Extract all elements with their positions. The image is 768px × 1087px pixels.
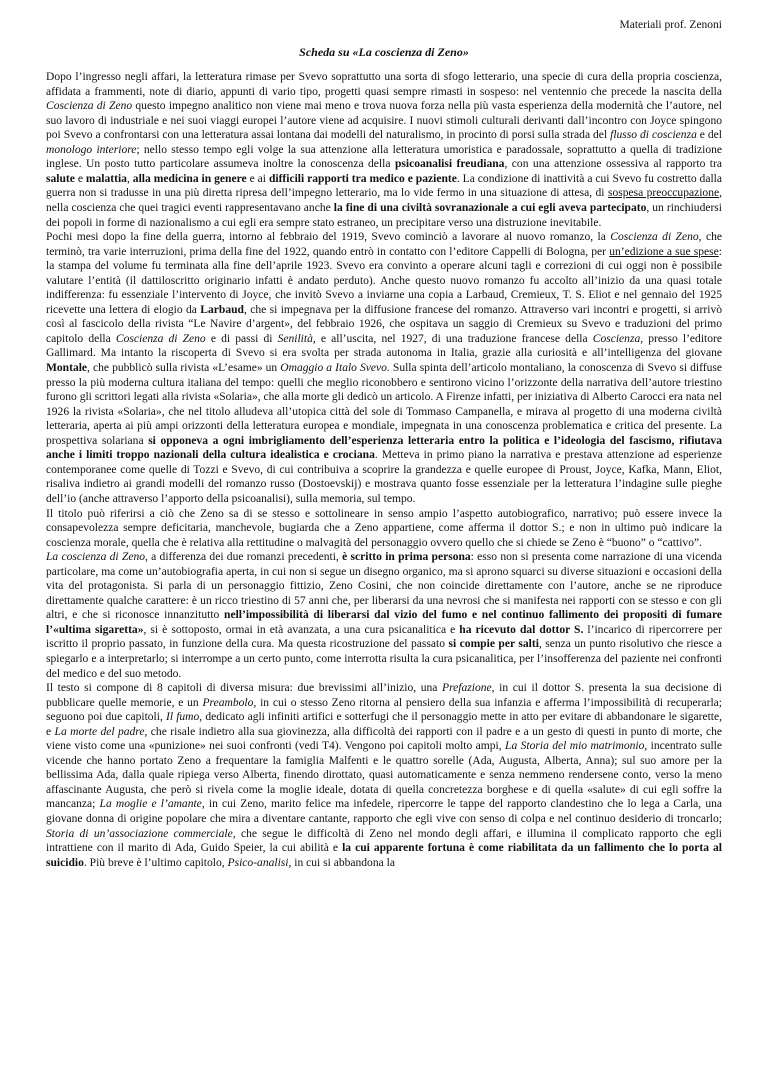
italic-text: Omaggio a Italo Svevo. bbox=[280, 362, 390, 375]
text-run: : la stampa del volume fu terminata alla fine dell’aprile 1923. Svevo era convinto a operare alcuni tagli e correzioni di cui oggi non è possibile valutare l’entità (il dattiloscritto originario infatti è andato perduto). Anche questo nuovo romanzo fu accolto all’inizio da una quasi totale indifferenza: fu essenziale l’intervento di Joyce, che invitò Svevo a inviarne una copia a Larbaud, Cremieux, T. S. Eliot e nel gennaio del 1925 ricevette una lettera di elogio da bbox=[46, 245, 722, 316]
bold-text: psicoanalisi freudiana bbox=[394, 158, 505, 171]
bold-text: nell’impossibilità di liberarsi dal vizio del fumo e nel continuo fallimento dei propositi di fumare l’«ultima sigaretta» bbox=[46, 609, 722, 636]
paragraph bbox=[46, 507, 722, 551]
bold-text: malattia bbox=[85, 172, 127, 185]
text-run: , con una attenzione ossessiva al rapporto tra bbox=[504, 158, 722, 171]
bold-text: salute bbox=[46, 172, 75, 185]
text-run: , in cui Zeno, marito felice ma infedele, ripercorre le tappe del rapporto clandestino che lo lega a Carla, una giovane donna di origine popolare che mira a diventare cantante, rapporto che egli vive con senso di colpa e nel continuo desiderio di troncarlo; bbox=[46, 798, 723, 825]
text-run: , senza un punto risolutivo che riesce a spiegarlo e a interpretarlo; si interrompe a un certo punto, come interrotta risulta la cura psicanalitica, per l’insofferenza del paziente nei confronti del medico e del suo metodo. bbox=[46, 638, 722, 680]
italic-text: Coscienza di Zeno bbox=[46, 100, 133, 113]
header-note: Materiali prof. Zenoni bbox=[619, 19, 722, 31]
bold-text: alla medicina in genere bbox=[132, 172, 247, 185]
text-run: , che segue le difficoltà di Zeno nel mondo degli affari, e illumina il complicato rapporto che egli intrattiene con il marito di Ada, Guido Speier, la cui abilità e bbox=[46, 827, 723, 855]
text-run: Il testo si compone di 8 capitoli di diversa misura: due brevissimi all’inizio, una bbox=[46, 682, 443, 695]
text-run: . Più breve è l’ultimo capitolo, bbox=[83, 856, 228, 869]
italic-text: Senilità bbox=[277, 332, 313, 345]
bold-text: difficili rapporti tra medico e paziente bbox=[268, 172, 457, 185]
italic-text: Coscienza di Zeno bbox=[115, 332, 206, 345]
text-run: Sulla spinta dell’articolo montaliano, la conoscenza di Svevo si diffuse presso la più moderna cultura italiana del tempo: quelli che meglio riconobbero e sentirono vicino l’orizzonte della narrativa dell’autore triestino furono gli scrittori legati alla rivista «Solaria», che alla morte gli dedicò un articolo. A Firenze infatti, per iniziativa di Alberto Carocci era nata nel 1926 la rivista «Solaria», che nel titolo alludeva all’utopica città del sole di Tommaso Campanella, e mirava al progetto di una moderna civiltà letteraria, aperta ai più ampi orizzonti della letteratura europea e mondiale, impegnata in una conoscenza problematica e critica del presente. La prospettiva solariana bbox=[46, 362, 722, 447]
underlined-text: sospesa preoccupazione bbox=[607, 187, 720, 200]
document-title: Scheda su «La coscienza di Zeno» bbox=[299, 44, 469, 59]
text-run: Dopo l’ingresso negli affari, la letteratura rimase per Svevo soprattutto una sorta di sfogo letterario, una specie di cura della propria coscienza, affidata a frammenti, note di diario, appunti di vario tipo, progetti quasi sempre rimasti in sospeso: nel ventennio che precede la nascita della bbox=[46, 71, 722, 98]
text-run: questo impegno analitico non viene mai meno e trova nuova forza nella più vasta esperienza della modernità che l’autore, nel suo lavoro di industriale e nei suoi viaggi europei l’autore viene ad acquisire. I nuovi stimoli culturali derivanti dall’incontro con Joyce spingono poi Svevo a confrontarsi con una letteratura assai lontana dai modelli del naturalismo, in procinto di porsi sulla strada del bbox=[46, 100, 722, 142]
text-run: e di passi di bbox=[205, 332, 278, 345]
text-run: e del bbox=[696, 129, 722, 142]
text-run: , che risale indietro alla sua giovinezza, alla difficoltà dei rapporti con il padre e a un gesto di questi in punto di morte, che viene visto come una «punizione» nei suoi confronti (vedi T4). Vengono poi capitoli molto ampi, bbox=[46, 725, 722, 753]
text-run: , bbox=[126, 172, 133, 185]
bold-text: la fine di una civiltà sovranazionale a cui egli aveva partecipato bbox=[333, 202, 647, 215]
text-run: , si è sottoposto, ormai in età avanzata, a una cura psicanalitica e bbox=[143, 623, 460, 636]
text-run: , in cui o stesso Zeno ritorna al pensiero della sua infanzia e afferma l’impossibilità di recuperarla; seguono poi due capitoli, bbox=[46, 696, 722, 724]
text-run: , nella coscienza che quei tragici eventi rappresentavano anche bbox=[46, 187, 722, 215]
italic-text: Coscienza bbox=[592, 332, 641, 345]
italic-text: monologo interiore bbox=[46, 143, 137, 156]
italic-text: Psico-analisi bbox=[227, 856, 289, 869]
paragraph bbox=[46, 681, 722, 870]
text-run: . Metteva in primo piano la narrativa e prestava attenzione ad esperienze contemporanee come quelle di Tozzi e Svevo, di cui contribuiva a scoprire la grandezza e quelle europee di Proust, Joyce, Kafka, Mann, Eliot, risaliva indietro ai grandi modelli del romanzo russo (Dostoevskij) e mostrava quanto fosse essenziale per la letteratura l’indagine sulle pieghe dell’io (anche attraverso l’apporto della psicoanalisi), sulla memoria, sul tempo. bbox=[46, 449, 722, 505]
italic-text: La coscienza di Zeno bbox=[46, 551, 145, 564]
text-run: , presso l’editore Gallimard. Ma intanto la riscoperta di Svevo si era svolta per strada autonoma in Italia, grazie alla curiosità e all’intelligenza del giovane bbox=[46, 332, 722, 360]
bold-text: si compie per salti bbox=[448, 638, 539, 651]
text-run: , in cui si abbandona la bbox=[288, 856, 395, 869]
bold-text: si opponeva a ogni imbrigliamento dell’esperienza letteraria entro la politica e l’ideologia del fascismo, rifiutava anche i limiti troppo nazionali della cultura idealistica e crociana bbox=[46, 434, 722, 462]
text-run: , e all’uscita, nel 1927, di una traduzione francese della bbox=[312, 332, 593, 345]
bold-text: Larbaud bbox=[200, 303, 244, 316]
underlined-text: un’edizione a sue spese bbox=[609, 245, 719, 258]
paragraph bbox=[46, 70, 722, 230]
bold-text: è scritto in prima persona bbox=[342, 551, 471, 564]
text-run: l’incarico di ripercorrere per iscritto il proprio passato, in funzione della cura. Ma questa ricostruzione del passato bbox=[46, 623, 722, 651]
text-run: ; nello stesso tempo egli volge la sua attenzione alla letteratura umoristica e paradossale, soprattutto a quella di tradizione inglese. Un posto tutto particolare assumeva inoltre la conoscenza della bbox=[46, 143, 722, 171]
bold-text: la cui apparente fortuna è come riabilitata da un fallimento che lo porta al suicidio bbox=[46, 842, 722, 869]
text-run: , che pubblicò sulla rivista «L’esame» un bbox=[87, 362, 281, 375]
text-run: , dedicato agli infiniti artifici e sotterfugi che il personaggio mette in atto per evitare di abbandonare le sigarette, e bbox=[46, 711, 722, 738]
bold-text: ha ricevuto dal dottor S. bbox=[459, 623, 584, 636]
italic-text: La Storia del mio matrimonio bbox=[505, 740, 645, 753]
text-run: . La condizione di inattività a cui Svevo fu costretto dalla guerra non si tradusse in una più diretta ripresa dell’impegno letterario, ma lo vide fermo in una situazione di attesa, di bbox=[46, 172, 722, 200]
text-run: , un rinchiudersi dei popoli in forme di nazionalismo a cui egli era sempre stato estraneo, un precipitare verso una distruzione inevitabile. bbox=[46, 202, 723, 229]
text-run: , a differenza dei due romanzi precedenti, bbox=[145, 551, 343, 564]
italic-text: Il fumo bbox=[166, 711, 200, 724]
italic-text: flusso di coscienza bbox=[610, 129, 697, 142]
text-run: , che terminò, tra varie interruzioni, prima della fine del 1922, quando entrò in contatto con l’editore Cappelli di Bologna, per bbox=[46, 231, 722, 258]
italic-text: Coscienza di Zeno bbox=[610, 231, 699, 244]
document-body bbox=[46, 70, 722, 870]
paragraph bbox=[46, 230, 722, 506]
text-run: , in cui il dottor S. presenta la sua decisione di pubblicare quelle memorie, e un bbox=[46, 682, 722, 709]
text-run: : esso non si presenta come narrazione di una vicenda particolare, ma come un’autobiografia aperta, in cui non si segue un disegno organico, ma si aprono squarci su diverse situazioni e occasioni della vita del protagonista. Si parla di un personaggio fittizio, Zeno Cosini, che non coincide direttamente con l’autore, anche se ne riproduce direttamente qualche carattere: è un ricco triestino di 57 anni che, per liberarsi da una nevrosi che si manifesta nei rapporti con se stesso e con gli altri, e che si riconosce innanzitutto bbox=[46, 551, 723, 622]
text-run: e bbox=[74, 172, 86, 185]
text-run: Il titolo può riferirsi a ciò che Zeno sa di se stesso e sottolineare in senso ampio l’aspetto autobiografico, narrativo; può essere invece la consapevolezza sempre deficitaria, manchevole, bugiarda che a Zeno appartiene, come afferma il dottor S.; e non in ultimo può indicare la coscienza morale, quella che è relativa alla rettitudine o malvagità del personaggio ovvero quello che si chiede se Zeno è “buono” o “cattivo”. bbox=[46, 507, 722, 549]
paragraph bbox=[46, 550, 722, 681]
italic-text: Prefazione bbox=[442, 682, 492, 695]
text-run: e ai bbox=[246, 172, 269, 185]
italic-text: Preambolo bbox=[202, 696, 254, 709]
italic-text: La moglie e l’amante bbox=[99, 798, 202, 811]
italic-text: Storia di un’associazione commerciale bbox=[46, 827, 233, 840]
bold-text: Montale bbox=[46, 362, 88, 375]
text-run: , che si impegnava per la diffusione francese del romanzo. Attraverso vari incontri e progetti, si arrivò così al fascicolo della rivista “Le Navire d’argent», del febbraio 1926, che ospitava un saggio di Cremieux su Svevo e traduzioni del primo capitolo della bbox=[46, 303, 722, 345]
italic-text: La morte del padre bbox=[54, 725, 145, 738]
text-run: Pochi mesi dopo la fine della guerra, intorno al febbraio del 1919, Svevo cominciò a lavorare al nuovo romanzo, la bbox=[46, 231, 611, 244]
text-run: , incentrato sulle vicende che hanno portato Zeno a frequentare la famiglia Malfenti e le quattro sorelle (Ada, Augusta, Alberta, Anna); sul suo amore per la bellissima Ada, dalla quale ripiega verso Alberta, finendo dirottato, quasi automaticamente e senza nemmeno rendersene conto, verso la meno affascinante Augusta, che però si rivela come la moglie ideale, dotata di quella concretezza borghese e di quella «salute» di cui egli soffre la mancanza; bbox=[46, 740, 723, 811]
